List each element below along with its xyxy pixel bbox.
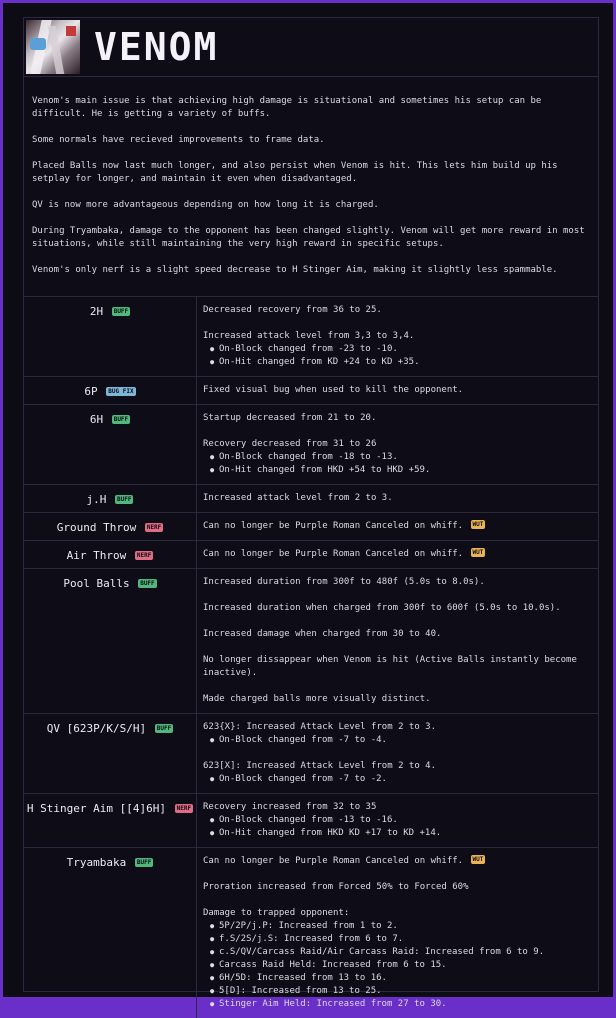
move-name: Pool Balls (63, 577, 129, 590)
move-name-cell (24, 541, 197, 569)
change-line: Recovery increased from 32 to 35 (203, 801, 592, 814)
buff-badge: BUFF (138, 579, 156, 588)
list-item: ● 5[D]: Increased from 13 to 25. (219, 985, 592, 998)
list-item: ● 6H/5D: Increased from 13 to 16. (219, 972, 592, 985)
list-item: ● On-Block changed from -7 to -4. (219, 734, 592, 747)
list-item: ● On-Block changed from -7 to -2. (219, 773, 592, 786)
list-item: ● f.S/2S/j.S: Increased from 6 to 7. (219, 933, 592, 946)
move-name: 6H (90, 413, 103, 426)
change-list (203, 343, 592, 369)
change-text: Can no longer be Purple Roman Canceled on whiff. (203, 521, 463, 531)
changes-table (24, 296, 598, 1018)
list-item: ● Carcass Raid Held: Increased from 6 to 15. (219, 959, 592, 972)
intro-paragraph: Venom's only nerf is a slight speed decrease to H Stinger Aim, making it slightly less spammable. (32, 264, 590, 277)
move-name-cell (24, 405, 197, 485)
change-line: Increased duration when charged from 300f to 600f (5.0s to 10.0s). (203, 602, 592, 615)
intro-paragraph: Venom's main issue is that achieving high damage is situational and sometimes his setup can be difficult. He is getting a variety of buffs. (32, 95, 590, 121)
table-row (24, 541, 598, 569)
wut-badge: WUT (471, 548, 486, 557)
change-line: Startup decreased from 21 to 20. (203, 412, 592, 425)
table-row (24, 405, 598, 485)
change-list (203, 814, 592, 840)
change-line (203, 548, 592, 561)
move-desc-cell (197, 485, 599, 513)
change-text: Can no longer be Purple Roman Canceled on whiff. (203, 856, 463, 866)
move-name-cell (24, 569, 197, 714)
character-title: VENOM (94, 25, 218, 69)
table-row (24, 848, 598, 1018)
change-list (203, 734, 592, 747)
change-text: Can no longer be Purple Roman Canceled on whiff. (203, 549, 463, 559)
move-desc-cell (197, 377, 599, 405)
change-line: Damage to trapped opponent: (203, 907, 592, 920)
move-desc-cell (197, 794, 599, 848)
list-item: ● 5P/2P/j.P: Increased from 1 to 2. (219, 920, 592, 933)
nerf-badge: NERF (175, 804, 193, 813)
buff-badge: BUFF (112, 307, 130, 316)
list-item: ● Stinger Aim Held: Increased from 27 to 30. (219, 998, 592, 1011)
move-name-cell (24, 377, 197, 405)
change-list (203, 451, 592, 477)
move-name: j.H (87, 493, 107, 506)
move-name: Ground Throw (57, 521, 136, 534)
intro-paragraph: QV is now more advantageous depending on how long it is charged. (32, 199, 590, 212)
change-line: Decreased recovery from 36 to 25. (203, 304, 592, 317)
move-name: 6P (84, 385, 97, 398)
change-line: 623[X]: Increased Attack Level from 2 to 4. (203, 760, 592, 773)
change-line: Increased duration from 300f to 480f (5.0s to 8.0s). (203, 576, 592, 589)
move-desc-cell (197, 848, 599, 1018)
change-line: Fixed visual bug when used to kill the opponent. (203, 384, 592, 397)
move-name-cell (24, 297, 197, 377)
buff-badge: BUFF (112, 415, 130, 424)
list-item: ● On-Hit changed from KD +24 to KD +35. (219, 356, 592, 369)
move-name: QV [623P/K/S/H] (47, 722, 146, 735)
wut-badge: WUT (471, 520, 486, 529)
change-line: Increased damage when charged from 30 to 40. (203, 628, 592, 641)
table-row (24, 794, 598, 848)
change-line: Proration increased from Forced 50% to Forced 60% (203, 881, 592, 894)
change-line: Increased attack level from 2 to 3. (203, 492, 592, 505)
table-row (24, 485, 598, 513)
table-row (24, 714, 598, 794)
change-line: 623{X}: Increased Attack Level from 2 to 3. (203, 721, 592, 734)
move-desc-cell (197, 513, 599, 541)
change-line: No longer dissappear when Venom is hit (Active Balls instantly become inactive). (203, 654, 592, 680)
change-list (203, 773, 592, 786)
move-name: Tryambaka (67, 856, 127, 869)
nerf-badge: NERF (145, 523, 163, 532)
change-list (203, 920, 592, 1011)
move-name: Air Throw (67, 549, 127, 562)
move-name: H Stinger Aim [[4]6H] (27, 802, 166, 815)
change-line: Recovery decreased from 31 to 26 (203, 438, 592, 451)
list-item: ● On-Hit changed from HKD +54 to HKD +59. (219, 464, 592, 477)
buff-badge: BUFF (155, 724, 173, 733)
move-name-cell (24, 794, 197, 848)
change-line: Increased attack level from 3,3 to 3,4. (203, 330, 592, 343)
move-name-cell (24, 513, 197, 541)
intro-text (24, 77, 598, 296)
list-item: ● On-Block changed from -18 to -13. (219, 451, 592, 464)
change-line (203, 855, 592, 868)
move-desc-cell (197, 405, 599, 485)
nerf-badge: NERF (135, 551, 153, 560)
list-item: ● On-Block changed from -13 to -16. (219, 814, 592, 827)
intro-paragraph: Placed Balls now last much longer, and also persist when Venom is hit. This lets him build up his setplay for longer, and maintain it even when disadvantaged. (32, 160, 590, 186)
venom-portrait (26, 20, 80, 74)
move-desc-cell (197, 569, 599, 714)
buff-badge: BUFF (115, 495, 133, 504)
table-row (24, 297, 598, 377)
change-line: Made charged balls more visually distinct. (203, 693, 592, 706)
page-frame (3, 3, 613, 997)
wut-badge: WUT (471, 855, 486, 864)
list-item: ● c.S/QV/Carcass Raid/Air Carcass Raid: Increased from 6 to 9. (219, 946, 592, 959)
move-name-cell (24, 485, 197, 513)
move-desc-cell (197, 541, 599, 569)
list-item: ● On-Block changed from -23 to -10. (219, 343, 592, 356)
change-line (203, 520, 592, 533)
bugfix-badge: BUG FIX (106, 387, 135, 396)
list-item: ● On-Hit changed from HKD KD +17 to KD +14. (219, 827, 592, 840)
move-desc-cell (197, 714, 599, 794)
table-row (24, 569, 598, 714)
intro-paragraph: During Tryambaka, damage to the opponent has been changed slightly. Venom will get more reward in most situations, while still maintaining the very high reward in specific setups. (32, 225, 590, 251)
move-name-cell (24, 714, 197, 794)
table-row (24, 377, 598, 405)
buff-badge: BUFF (135, 858, 153, 867)
character-header (24, 18, 598, 77)
move-name: 2H (90, 305, 103, 318)
move-desc-cell (197, 297, 599, 377)
intro-paragraph: Some normals have recieved improvements to frame data. (32, 134, 590, 147)
move-name-cell (24, 848, 197, 1018)
table-row (24, 513, 598, 541)
patch-notes-panel (23, 17, 599, 992)
